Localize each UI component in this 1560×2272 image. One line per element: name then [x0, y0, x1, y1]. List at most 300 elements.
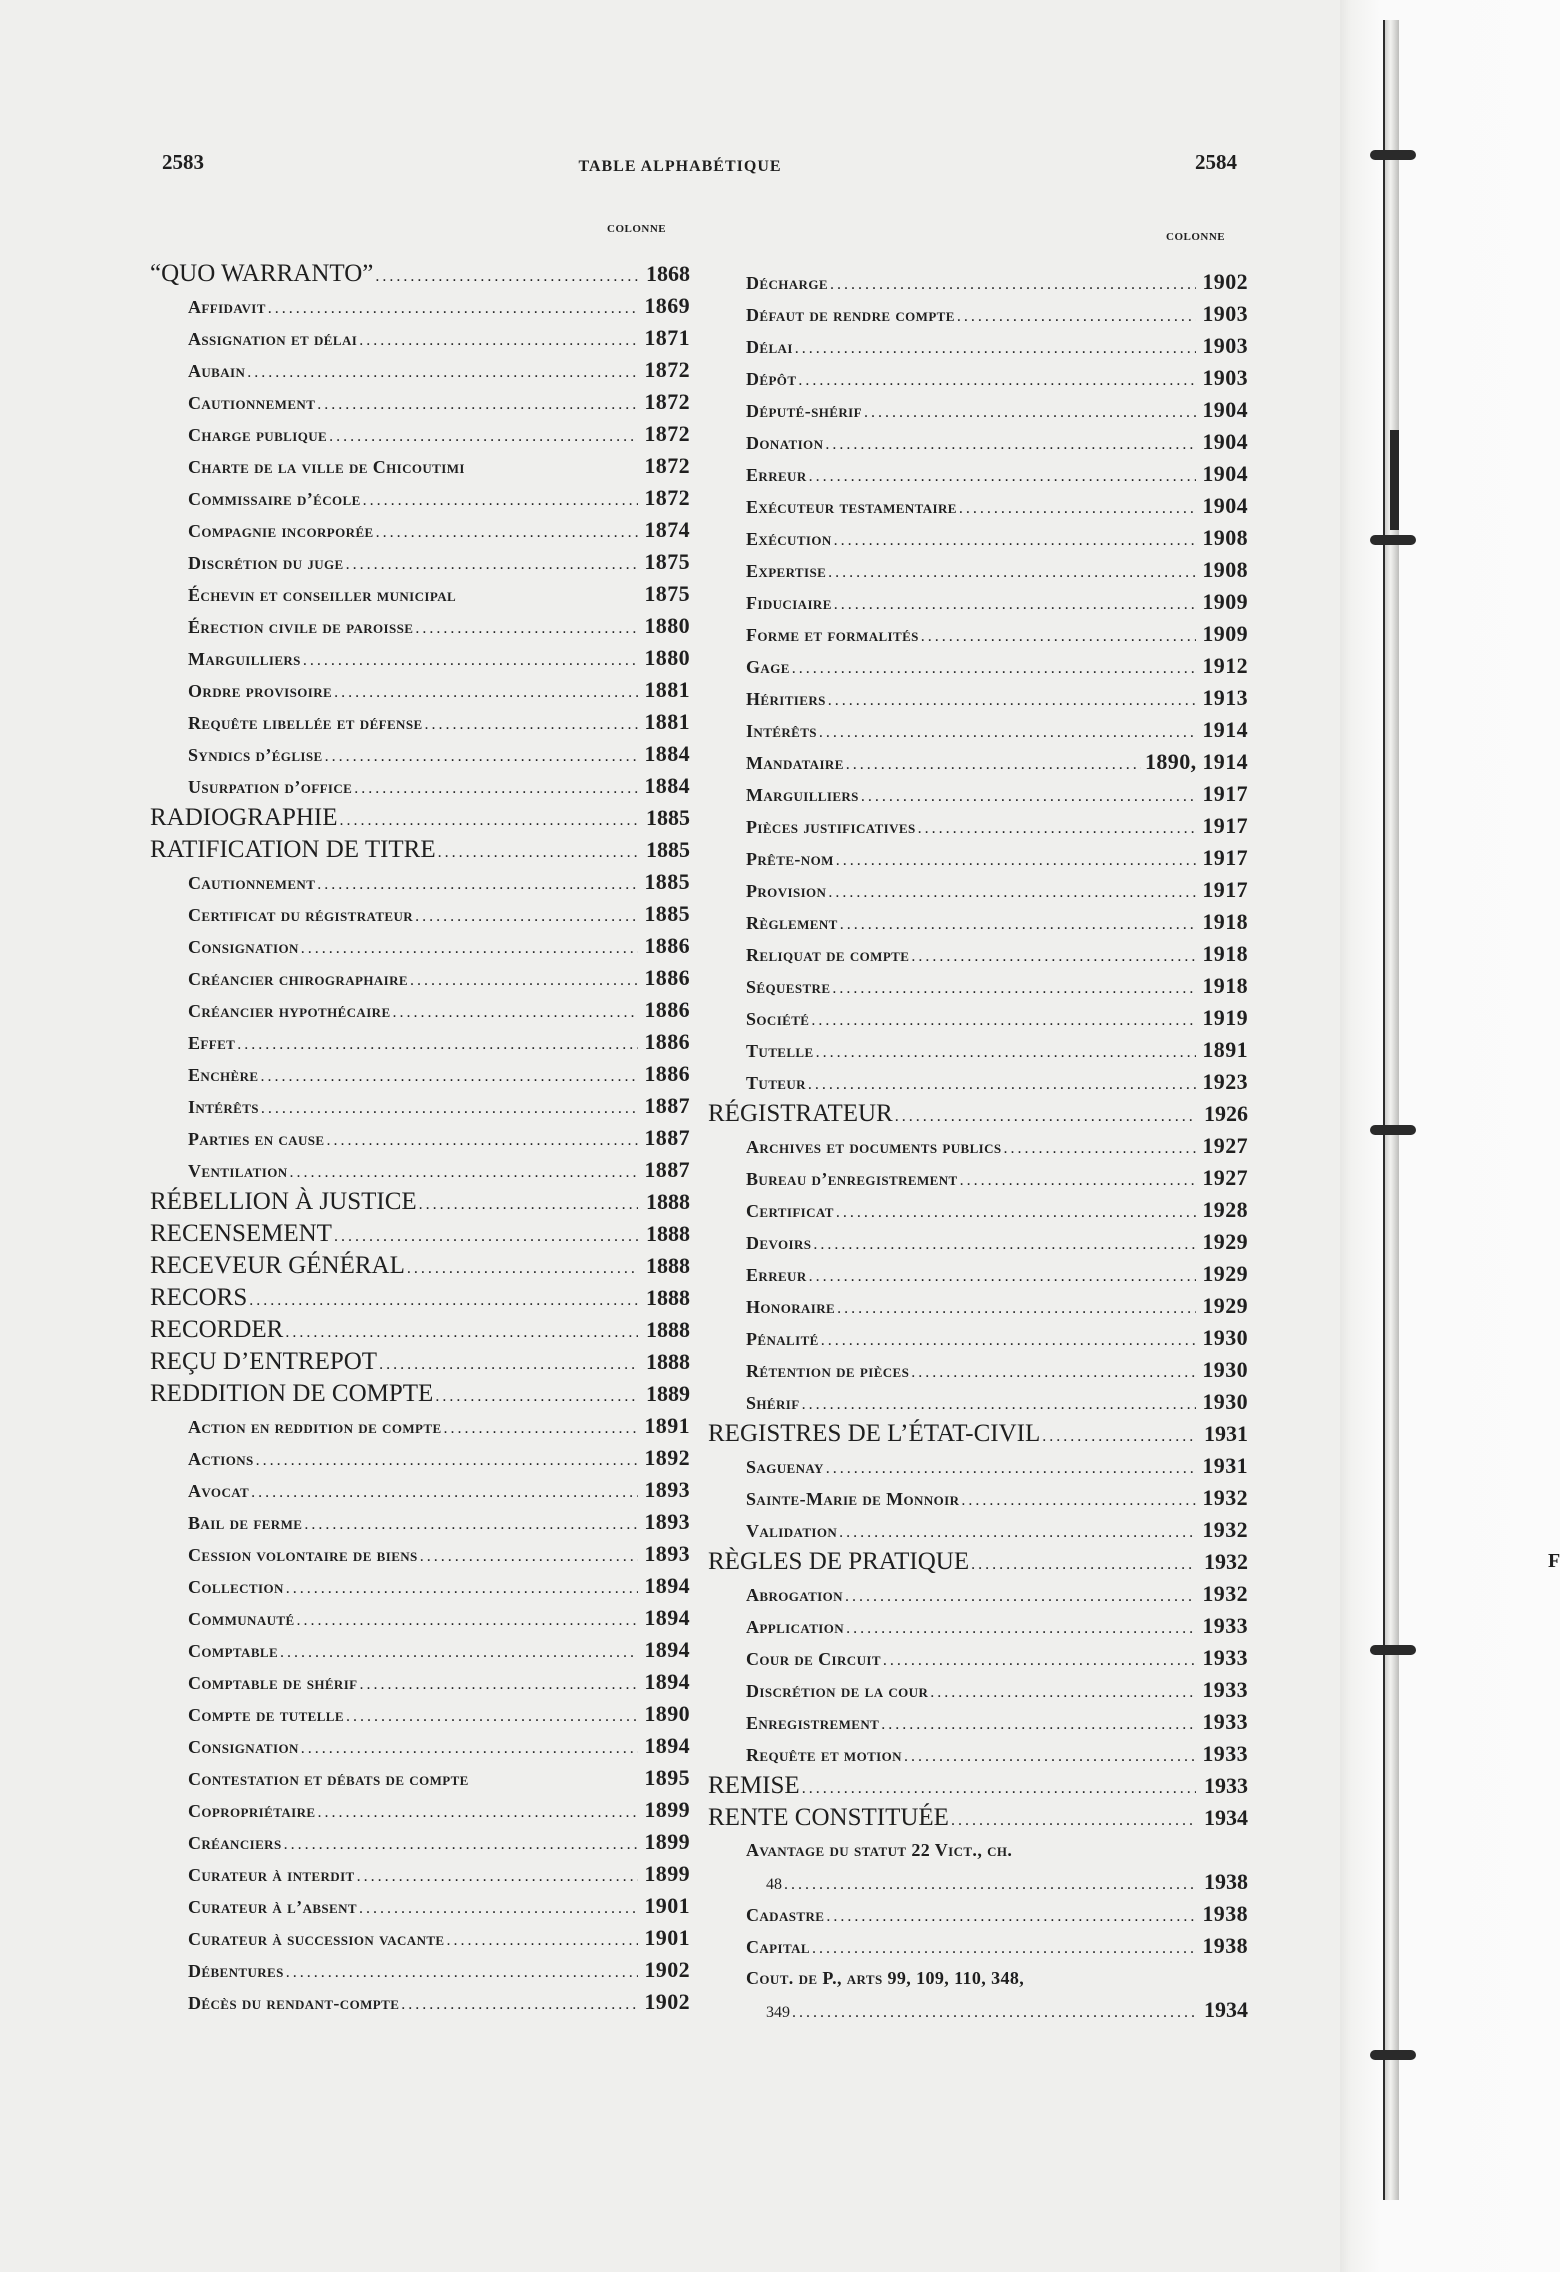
entry-text: Copropriétaire — [188, 1801, 316, 1821]
column-label-right: COLONNE — [1166, 231, 1226, 243]
index-entry — [708, 1034, 1248, 1066]
leader-dots — [301, 1733, 638, 1762]
index-entry — [708, 714, 1248, 746]
column-number: 1938 — [1204, 1869, 1248, 1894]
leader-dots — [334, 1221, 638, 1250]
entry-text: Avantage du statut 22 Vict., ch. — [746, 1840, 1013, 1860]
entry-text: Forme et formalités — [746, 625, 919, 645]
column-number: 1933 — [1202, 1709, 1248, 1734]
entry-text: Cautionnement — [188, 393, 316, 413]
entry-text: Honoraire — [746, 1297, 836, 1317]
column-number: 1930 — [1202, 1389, 1248, 1414]
index-entry — [708, 426, 1248, 458]
index-entry — [150, 866, 690, 898]
index-heading — [150, 1282, 690, 1314]
column-number: 1890 — [644, 1701, 690, 1726]
column-number: 1917 — [1202, 781, 1248, 806]
column-number: 1886 — [644, 965, 690, 990]
leader-dots — [883, 1645, 1196, 1674]
entry-text: Ordre provisoire — [188, 681, 333, 701]
entry-text: Tutelle — [746, 1041, 814, 1061]
entry-text: Shérif — [746, 1393, 800, 1413]
entry-text: Avocat — [188, 1481, 250, 1501]
leader-dots — [961, 1485, 1196, 1514]
column-number: 1933 — [1202, 1677, 1248, 1702]
column-number: 1932 — [1204, 1549, 1248, 1574]
index-entry — [708, 490, 1248, 522]
column-number: 1918 — [1202, 973, 1248, 998]
index-entry — [150, 1794, 690, 1826]
index-entry — [708, 1642, 1248, 1674]
index-entry — [150, 1826, 690, 1858]
column-number: 1933 — [1202, 1613, 1248, 1638]
entry-text: Validation — [746, 1521, 838, 1541]
index-entry — [708, 1002, 1248, 1034]
index-entry — [150, 674, 690, 706]
entry-text: Séquestre — [746, 977, 831, 997]
leader-dots — [895, 1101, 1196, 1130]
leader-dots — [918, 813, 1196, 842]
leader-dots — [864, 397, 1196, 426]
leader-dots — [317, 869, 638, 898]
leader-dots — [317, 389, 638, 418]
index-entry — [708, 1194, 1248, 1226]
index-entry — [150, 642, 690, 674]
leader-dots — [881, 1709, 1196, 1738]
leader-dots — [840, 909, 1196, 938]
leader-dots — [284, 1829, 638, 1858]
index-entry — [708, 906, 1248, 938]
column-number: 1871 — [644, 325, 690, 350]
index-entry — [150, 706, 690, 738]
entry-text: Abrogation — [746, 1585, 843, 1605]
index-entry — [708, 1930, 1248, 1962]
leader-dots — [911, 941, 1196, 970]
index-entry — [708, 1354, 1248, 1386]
column-number: 1894 — [644, 1637, 690, 1662]
entry-text: Assignation et délai — [188, 329, 358, 349]
index-entry — [708, 330, 1248, 362]
column-number: 1872 — [644, 485, 690, 510]
column-number: 1888 — [646, 1349, 690, 1374]
entry-text: Rétention de pièces — [746, 1361, 910, 1381]
index-heading — [708, 1802, 1248, 1834]
entry-text: Comptable — [188, 1641, 279, 1661]
entry-text: RÈGLES DE PRATIQUE — [708, 1548, 970, 1575]
column-number: 1934 — [1204, 1997, 1248, 2022]
index-entry — [708, 458, 1248, 490]
leader-dots — [317, 1797, 638, 1826]
column-number: 1909 — [1202, 621, 1248, 646]
column-number: 1872 — [644, 389, 690, 414]
entry-text: Décès du rendant-compte — [188, 1993, 400, 2013]
column-number: 1885 — [646, 837, 690, 862]
leader-dots — [808, 1069, 1196, 1098]
leader-dots — [237, 1029, 638, 1058]
entry-text: Reliquat de compte — [746, 945, 910, 965]
index-heading — [708, 1098, 1248, 1130]
leader-dots — [420, 1541, 638, 1570]
index-entry — [708, 1322, 1248, 1354]
column-number: 1888 — [646, 1285, 690, 1310]
leader-dots — [360, 1669, 639, 1698]
column-number: 1932 — [1202, 1517, 1248, 1542]
entry-text: Société — [746, 1009, 810, 1029]
column-number: 1912 — [1202, 653, 1248, 678]
column-number: 1890, 1914 — [1145, 749, 1248, 774]
column-number: 1869 — [644, 293, 690, 318]
column-number: 1881 — [644, 677, 690, 702]
entry-text: Créanciers — [188, 1833, 282, 1853]
leader-dots — [415, 901, 638, 930]
column-number: 1923 — [1202, 1069, 1248, 1094]
leader-dots — [375, 261, 638, 290]
entry-text: Débentures — [188, 1961, 284, 1981]
column-number: 1886 — [644, 1029, 690, 1054]
page-title: TABLE ALPHABÉTIQUE — [578, 158, 782, 175]
leader-dots — [359, 1893, 638, 1922]
index-entry — [150, 1154, 690, 1186]
column-number: 1932 — [1202, 1485, 1248, 1510]
column-number: 1914 — [1202, 717, 1248, 742]
book-spine — [1383, 20, 1399, 2200]
entry-text: Créancier chirographaire — [188, 969, 408, 989]
leader-dots — [798, 365, 1196, 394]
index-entry — [708, 522, 1248, 554]
entry-text: Actions — [188, 1449, 254, 1469]
leader-dots — [811, 1005, 1196, 1034]
leader-dots — [957, 301, 1196, 330]
entry-text: Curateur à l’absent — [188, 1897, 357, 1917]
column-number: 1934 — [1204, 1805, 1248, 1830]
index-entry — [708, 842, 1248, 874]
column-number: 1918 — [1202, 909, 1248, 934]
entry-text: Mandataire — [746, 753, 844, 773]
entry-text: Fiduciaire — [746, 593, 832, 613]
leader-dots — [784, 1869, 1196, 1898]
entry-text: RÉGISTRATEUR — [708, 1100, 893, 1127]
column-number: 1908 — [1202, 557, 1248, 582]
index-entry — [708, 1994, 1248, 2026]
entry-text: Requête et motion — [746, 1745, 902, 1765]
entry-text: RÉBELLION À JUSTICE — [150, 1188, 417, 1215]
column-number: 1901 — [644, 1925, 690, 1950]
index-entry — [150, 578, 690, 610]
entry-text: Ventilation — [188, 1161, 288, 1181]
entry-text: Compte de tutelle — [188, 1705, 344, 1725]
column-number: 1872 — [644, 453, 690, 478]
entry-text: Discrétion de la cour — [746, 1681, 929, 1701]
column-number: 1887 — [644, 1125, 690, 1150]
leader-dots — [792, 1997, 1196, 2026]
column-number: 1875 — [644, 549, 690, 574]
entry-text: Charte de la ville de Chicoutimi — [188, 457, 465, 477]
entry-text: Saguenay — [746, 1457, 824, 1477]
leader-dots — [828, 685, 1196, 714]
leader-dots — [911, 1357, 1196, 1386]
leader-dots — [357, 1861, 638, 1890]
entry-text: Créancier hypothécaire — [188, 1001, 391, 1021]
entry-text: Collection — [188, 1577, 284, 1597]
column-number: 1884 — [644, 741, 690, 766]
entry-text: Commissaire d’école — [188, 489, 361, 509]
entry-text: Aubain — [188, 361, 246, 381]
entry-text: Prête-nom — [746, 849, 834, 869]
index-entry — [708, 1226, 1248, 1258]
entry-text: RECEVEUR GÉNÉRAL — [150, 1252, 405, 1279]
column-number: 1933 — [1202, 1645, 1248, 1670]
column-number: 1927 — [1202, 1165, 1248, 1190]
column-number: 1872 — [644, 421, 690, 446]
index-entry — [708, 1674, 1248, 1706]
leader-dots — [836, 845, 1196, 874]
entry-text: Certificat du régistrateur — [188, 905, 414, 925]
index-entry — [708, 1866, 1248, 1898]
leader-dots — [830, 269, 1196, 298]
leader-dots — [415, 613, 638, 642]
index-heading — [150, 1250, 690, 1282]
index-entry — [150, 1442, 690, 1474]
leader-dots — [249, 1285, 638, 1314]
leader-dots — [904, 1741, 1196, 1770]
entry-text: REÇU D’ENTREPOT — [150, 1348, 378, 1375]
index-entry — [708, 618, 1248, 650]
leader-dots — [845, 1581, 1196, 1610]
column-number: 1891 — [644, 1413, 690, 1438]
entry-text: Erreur — [746, 465, 807, 485]
column-number: 1894 — [644, 1605, 690, 1630]
leader-dots — [261, 1093, 638, 1122]
entry-text: REMISE — [708, 1772, 800, 1799]
index-entry — [150, 962, 690, 994]
entry-text: Dépôt — [746, 369, 797, 389]
leader-dots — [836, 1197, 1196, 1226]
entry-text: Bureau d’enregistrement — [746, 1169, 958, 1189]
index-entry — [708, 810, 1248, 842]
index-entry — [150, 1538, 690, 1570]
column-number: 1891 — [1202, 1037, 1248, 1062]
column-number: 1903 — [1202, 365, 1248, 390]
index-entry — [708, 1258, 1248, 1290]
leader-dots — [340, 805, 639, 834]
index-entry — [150, 546, 690, 578]
index-entry — [150, 1730, 690, 1762]
leader-dots — [346, 549, 638, 578]
entry-text: “QUO WARRANTO” — [150, 260, 374, 287]
leader-dots — [828, 557, 1196, 586]
column-number: 1913 — [1202, 685, 1248, 710]
leader-dots — [280, 1637, 638, 1666]
column-number: 1909 — [1202, 589, 1248, 614]
leader-dots — [971, 1549, 1196, 1578]
index-entry — [150, 514, 690, 546]
entry-text: Marguilliers — [746, 785, 859, 805]
index-entry — [150, 1474, 690, 1506]
column-number: 1904 — [1202, 397, 1248, 422]
column-number: 1928 — [1202, 1197, 1248, 1222]
entry-text: Curateur à succession vacante — [188, 1929, 445, 1949]
column-number: 1917 — [1202, 813, 1248, 838]
column-number: 1908 — [1202, 525, 1248, 550]
leader-dots — [837, 1293, 1196, 1322]
entry-text: Défaut de rendre compte — [746, 305, 955, 325]
entry-text: Erreur — [746, 1265, 807, 1285]
entry-text: Député-shérif — [746, 401, 862, 421]
entry-text: Intérêts — [188, 1097, 259, 1117]
column-number: 1889 — [646, 1381, 690, 1406]
leader-dots — [247, 357, 638, 386]
index-entry — [708, 1578, 1248, 1610]
index-entry — [150, 1762, 690, 1794]
index-heading — [150, 1314, 690, 1346]
index-entry — [708, 1514, 1248, 1546]
index-entry — [708, 1386, 1248, 1418]
leader-dots — [379, 1349, 638, 1378]
entry-text: Requête libellée et défense — [188, 713, 423, 733]
column-number: 1894 — [644, 1573, 690, 1598]
entry-text: Devoirs — [746, 1233, 812, 1253]
column-number: 1938 — [1202, 1933, 1248, 1958]
leader-dots — [1042, 1421, 1196, 1450]
leader-dots — [812, 1933, 1196, 1962]
spine-shadow — [1390, 430, 1399, 530]
column-number: 1917 — [1202, 877, 1248, 902]
index-entry — [708, 1482, 1248, 1514]
column-number: 1904 — [1202, 461, 1248, 486]
leader-dots — [951, 1805, 1196, 1834]
column-number: 1893 — [644, 1541, 690, 1566]
entry-text: Archives et documents publics — [746, 1137, 1002, 1157]
index-column-right — [708, 266, 1248, 2026]
leader-dots — [795, 333, 1196, 362]
index-entry — [150, 1986, 690, 2018]
leader-dots — [930, 1677, 1196, 1706]
index-entry — [150, 418, 690, 450]
leader-dots — [826, 1901, 1196, 1930]
column-number: 1872 — [644, 357, 690, 382]
entry-text: Cour de Circuit — [746, 1649, 881, 1669]
leader-dots — [251, 1477, 638, 1506]
leader-dots — [410, 965, 638, 994]
leader-dots — [447, 1925, 639, 1954]
entry-text: RECORDER — [150, 1316, 284, 1343]
entry-text: Enchère — [188, 1065, 259, 1085]
leader-dots — [401, 1989, 638, 2018]
index-entry — [708, 1066, 1248, 1098]
index-entry — [150, 898, 690, 930]
column-number: 1902 — [644, 1957, 690, 1982]
index-entry — [708, 1162, 1248, 1194]
index-entry — [150, 1698, 690, 1730]
leader-dots — [290, 1157, 638, 1186]
entry-text: 349 — [766, 2004, 790, 2021]
column-number: 1892 — [644, 1445, 690, 1470]
column-number: 1903 — [1202, 301, 1248, 326]
column-number: 1895 — [644, 1765, 690, 1790]
index-column-left — [150, 258, 690, 2018]
leader-dots — [809, 461, 1196, 490]
entry-text: Héritiers — [746, 689, 826, 709]
index-entry — [708, 650, 1248, 682]
column-number: 1887 — [644, 1157, 690, 1182]
column-number: 1902 — [644, 1989, 690, 2014]
index-entry — [150, 322, 690, 354]
column-number: 1886 — [644, 1061, 690, 1086]
entry-text: Pièces justificatives — [746, 817, 916, 837]
index-heading — [150, 1346, 690, 1378]
index-entry — [150, 1666, 690, 1698]
entry-text: Affidavit — [188, 297, 266, 317]
column-number: 1917 — [1202, 845, 1248, 870]
index-heading — [150, 1186, 690, 1218]
column-number: 1875 — [644, 581, 690, 606]
column-number: 1933 — [1202, 1741, 1248, 1766]
column-number: 1880 — [644, 645, 690, 670]
column-number: 1899 — [644, 1829, 690, 1854]
column-number: 1919 — [1202, 1005, 1248, 1030]
leader-dots — [846, 749, 1141, 778]
leader-dots — [419, 1189, 638, 1218]
leader-dots — [832, 973, 1196, 1002]
leader-dots — [286, 1573, 638, 1602]
index-entry — [150, 1954, 690, 1986]
index-entry — [708, 874, 1248, 906]
index-entry — [708, 1962, 1248, 1994]
index-entry — [150, 610, 690, 642]
index-entry — [708, 970, 1248, 1002]
column-number: 1929 — [1202, 1261, 1248, 1286]
column-label-left: COLONNE — [607, 223, 667, 235]
column-number: 1932 — [1202, 1581, 1248, 1606]
column-number: 1881 — [644, 709, 690, 734]
entry-text: Gage — [746, 657, 790, 677]
index-entry — [150, 386, 690, 418]
index-entry — [150, 1506, 690, 1538]
index-entry — [150, 450, 690, 482]
entry-text: Application — [746, 1617, 845, 1637]
index-entry — [708, 938, 1248, 970]
entry-text: Action en reddition de compte — [188, 1417, 442, 1437]
index-heading — [150, 834, 690, 866]
index-entry — [708, 778, 1248, 810]
column-number: 1893 — [644, 1509, 690, 1534]
binding-stitch — [1370, 535, 1416, 545]
index-heading — [708, 1770, 1248, 1802]
column-number: 1938 — [1202, 1901, 1248, 1926]
leader-dots — [861, 781, 1196, 810]
entry-text: Curateur à interdit — [188, 1865, 355, 1885]
leader-dots — [363, 485, 638, 514]
index-entry — [708, 266, 1248, 298]
entry-text: Compagnie incorporée — [188, 521, 374, 541]
leader-dots — [285, 1317, 638, 1346]
column-number: 1886 — [644, 933, 690, 958]
index-entry — [150, 1090, 690, 1122]
leader-dots — [256, 1445, 638, 1474]
entry-text: Enregistrement — [746, 1713, 880, 1733]
column-number: 1886 — [644, 997, 690, 1022]
entry-text: Effet — [188, 1033, 236, 1053]
entry-text: Marguilliers — [188, 649, 301, 669]
index-entry — [150, 1058, 690, 1090]
leader-dots — [268, 293, 638, 322]
index-entry — [150, 1922, 690, 1954]
index-entry — [708, 1610, 1248, 1642]
index-entry — [708, 682, 1248, 714]
entry-text: Intérêts — [746, 721, 817, 741]
index-entry — [150, 482, 690, 514]
leader-dots — [834, 589, 1196, 618]
